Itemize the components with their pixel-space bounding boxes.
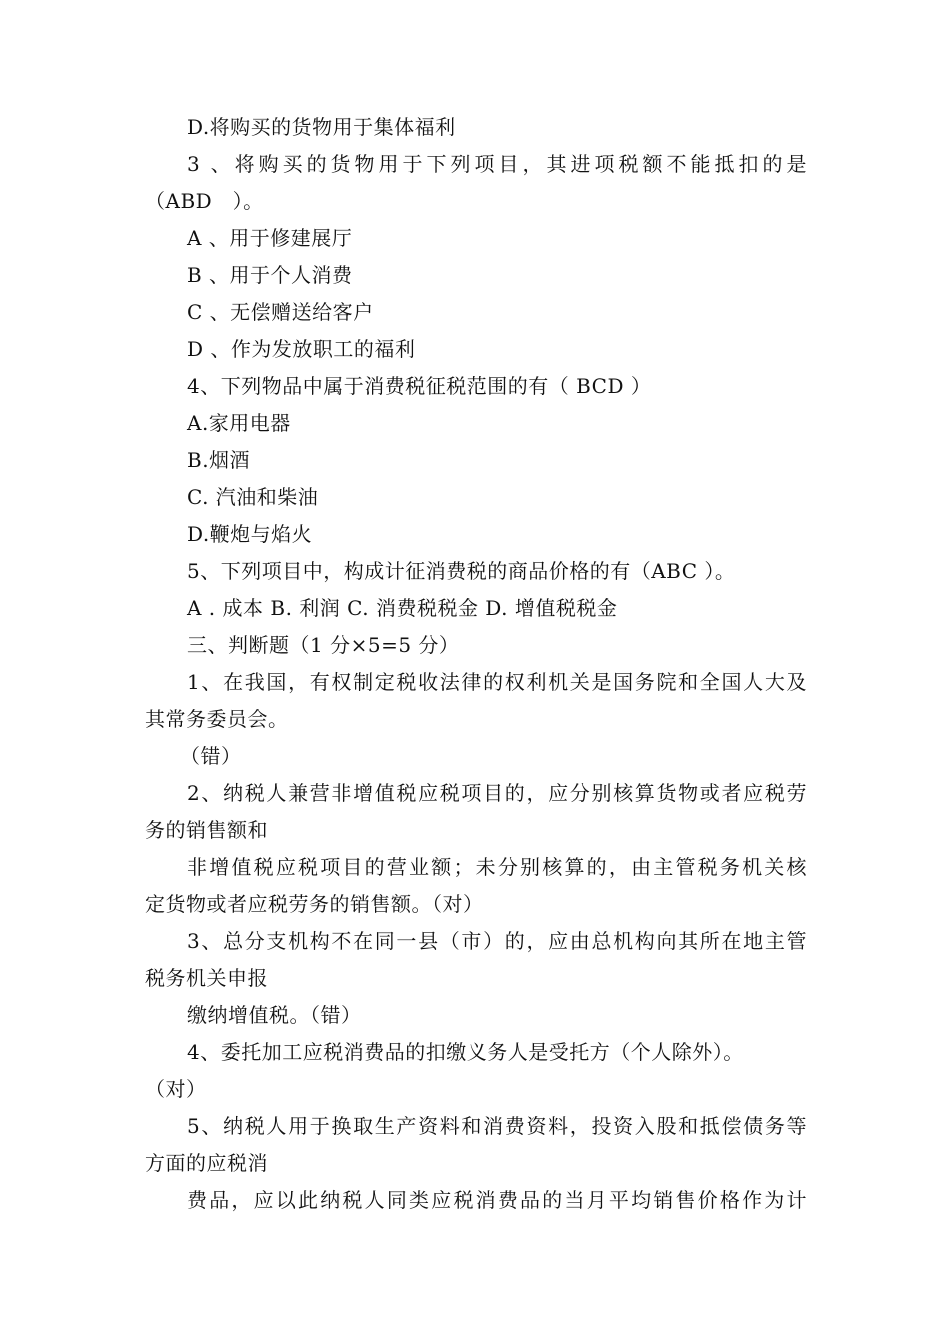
tf-question-4: 4、委托加工应税消费品的扣缴义务人是受托方（个人除外）。 [187, 1040, 744, 1064]
tf-question-5-cont-2: 费品，应以此纳税人同类应税消费品的当月平均销售价格作为计 [187, 1188, 807, 1212]
question-5-options: A . 成本 B. 利润 C. 消费税税金 D. 增值税税金 [187, 596, 618, 620]
tf-question-3-cont: 税务机关申报 [145, 966, 268, 990]
tf-question-4-answer: （对） [145, 1077, 207, 1101]
tf-question-2-cont: 务的销售额和 [145, 818, 268, 842]
question-4: 4、下列物品中属于消费税征税范围的有（ BCD ） [187, 374, 652, 398]
tf-question-2: 2、纳税人兼营非增值税应税项目的，应分别核算货物或者应税劳 [187, 781, 807, 805]
question-4-option-a: A.家用电器 [187, 411, 291, 435]
question-5: 5、下列项目中，构成计征消费税的商品价格的有（ABC ）。 [187, 559, 736, 583]
question-3-option-a: A 、用于修建展厅 [187, 226, 353, 250]
tf-question-2-cont-2: 非增值税应税项目的营业额；未分别核算的，由主管税务机关核 [187, 855, 807, 879]
question-3-option-d: D 、作为发放职工的福利 [187, 337, 416, 361]
question-4-option-d: D.鞭炮与焰火 [187, 522, 313, 546]
question-3-answer: （ABD ）。 [145, 189, 264, 213]
tf-question-2-answer-line: 定货物或者应税劳务的销售额。（对） [145, 892, 484, 916]
tf-question-1-cont: 其常务委员会。 [145, 707, 289, 731]
question-3-option-b: B 、用于个人消费 [187, 263, 353, 287]
question-3-option-c: C 、无偿赠送给客户 [187, 300, 374, 324]
tf-question-1: 1、在我国，有权制定税收法律的权利机关是国务院和全国人大及 [187, 670, 807, 694]
tf-question-5: 5、纳税人用于换取生产资料和消费资料，投资入股和抵偿债务等 [187, 1114, 807, 1138]
option-d-collective-welfare: D.将购买的货物用于集体福利 [187, 115, 456, 139]
question-4-option-c: C. 汽油和柴油 [187, 485, 319, 509]
question-4-option-b: B.烟酒 [187, 448, 251, 472]
tf-question-3-answer-line: 缴纳增值税。（错） [187, 1003, 362, 1027]
tf-question-5-cont: 方面的应税消 [145, 1151, 268, 1175]
section-heading-true-false: 三、判断题（1 分×5=5 分） [187, 633, 460, 657]
tf-question-3: 3、总分支机构不在同一县（市）的，应由总机构向其所在地主管 [187, 929, 807, 953]
tf-question-1-answer: （错） [180, 744, 242, 768]
question-3: 3 、将购买的货物用于下列项目，其进项税额不能抵扣的是 [187, 152, 807, 176]
